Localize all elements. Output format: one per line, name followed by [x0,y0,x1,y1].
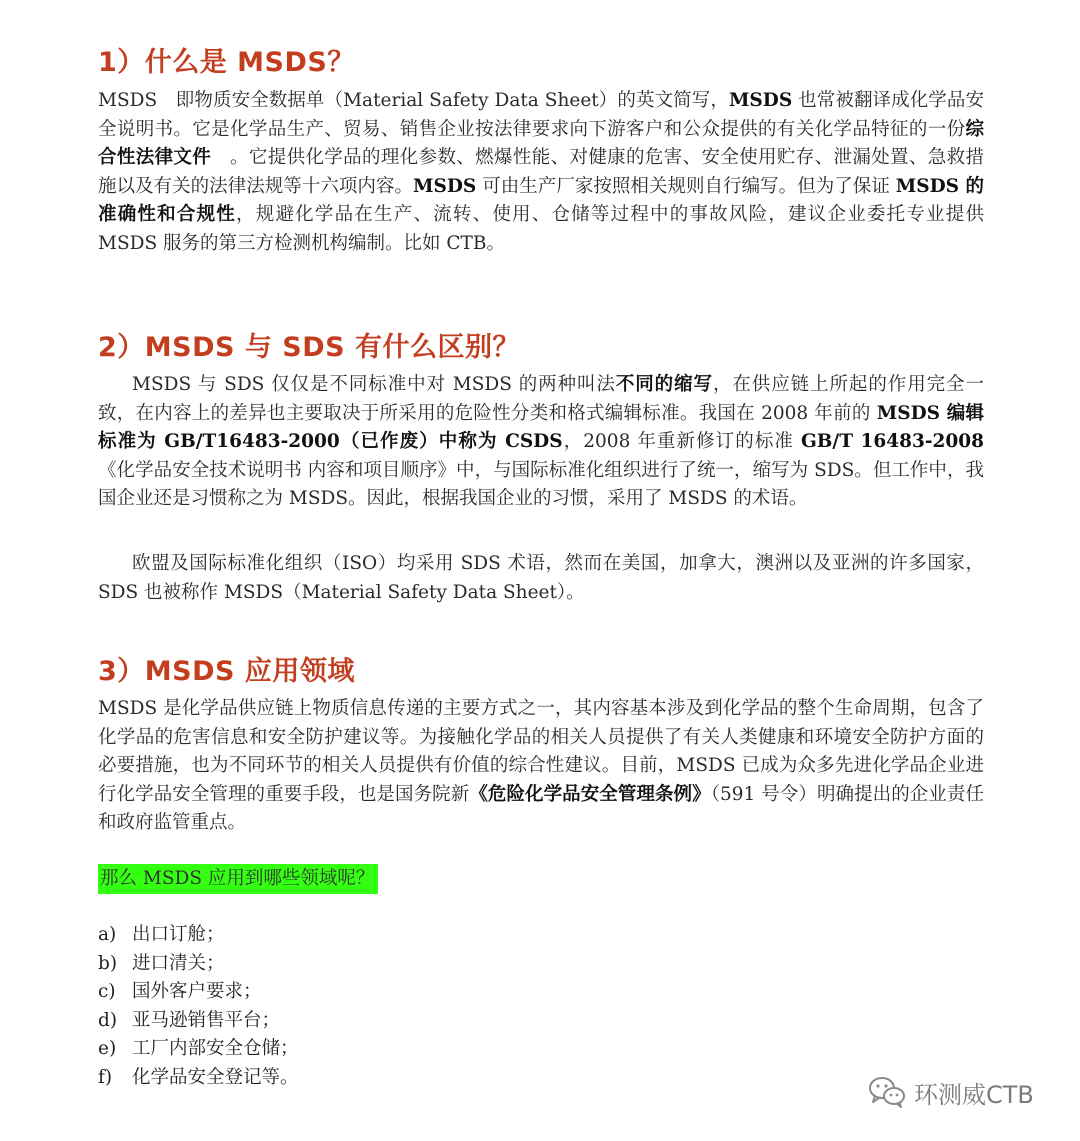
application-list [98,921,299,1092]
text-run: ，2008 年重新修订的标准 [562,431,801,452]
bold-text-run: MSDS [728,90,793,111]
text-run: 欧盟及国际标准化组织（ISO）均采用 SDS 术语，然而在美国，加拿大，澳洲以及亚洲的许多国家，SDS 也被称作 MSDS（Material Safety Data Sheet）。 [98,553,984,603]
list-text: 工厂内部安全仓储； [132,1038,299,1059]
wechat-icon [868,1076,906,1108]
list-text: 进口清关； [132,952,225,974]
list-text: 亚马逊销售平台； [132,1009,281,1031]
section-2-paragraph-1 [98,371,984,514]
text-run: MSDS 即物质安全数据单（Material Safety Data Sheet）的英文简写， [98,90,729,111]
bold-text-run: MSDS [413,175,477,197]
list-text: 出口订舱； [132,924,225,945]
list-marker: f) [98,1066,113,1088]
section-3-paragraph [98,695,984,838]
list-text: 化学品安全登记等。 [132,1066,299,1088]
bold-text-run: GB/T 16483-2008 [801,431,985,452]
bold-text-run: 《危险化学品安全管理条例》 [469,783,711,805]
list-item [98,978,299,1007]
list-item [98,1064,299,1093]
bold-text-run: MSDS 编辑标准为 GB/T16483-2000（已作废）中称为 CSDS [98,402,985,452]
text-run: 。它提供化学品的理化参数、燃爆性能、对健康的危害、安全使用贮存、泄漏处置、急救措施以及有关的法律法规等十六项内容。 [98,147,984,197]
text-run: MSDS 与 SDS 仅仅是不同标准中对 MSDS 的两种叫法 [132,374,616,395]
list-marker: e) [98,1038,117,1059]
text-run: （591 号令）明确提出的企业责任和政府监管重点。 [98,783,984,833]
watermark [868,1074,1034,1110]
section-2-heading: 2）MSDS 与 SDS 有什么区别？ [98,332,520,363]
bold-text-run: 综合性法律文件 [98,118,984,168]
bold-text-run: 不同的缩写 [615,374,713,395]
highlighted-question: 那么 MSDS 应用到哪些领域呢？ [98,864,378,894]
list-item [98,1007,299,1036]
text-run: 可由生产厂家按照相关规则自行编写。但为了保证 [476,175,896,197]
list-item [98,950,299,979]
text-run: 也常被翻译成化学品安全说明书。它是化学品生产、贸易、销售企业按法律要求向下游客户和公众提供的有关化学品特征的一份 [98,90,984,140]
text-run: 《化学品安全技术说明书 内容和项目顺序》中，与国际标准化组织进行了统一，缩写为 SDS。但工作中，我国企业还是习惯称之为 MSDS。因此，根据我国企业的习惯，采用了 MSDS 的术语。 [98,459,984,509]
watermark-text: 环测威CTB [914,1080,1034,1109]
list-item [98,1035,299,1064]
section-1-paragraph [98,87,984,258]
text-run: ，规避化学品在生产、流转、使用、仓储等过程中的事故风险，建议企业委托专业提供 MSDS 服务的第三方检测机构编制。比如 CTB。 [98,204,984,254]
section-3-heading: 3）MSDS 应用领域 [98,656,355,687]
list-item [98,921,299,950]
section-1-heading: 1）什么是 MSDS？ [98,47,355,78]
list-marker: d) [98,1009,118,1031]
bold-text-run: MSDS 的准确性和合规性 [98,175,984,225]
list-marker: c) [98,981,116,1002]
list-marker: b) [98,952,118,974]
list-text: 国外客户要求； [132,981,262,1002]
list-marker: a) [98,924,117,945]
text-run: MSDS 是化学品供应链上物质信息传递的主要方式之一，其内容基本涉及到化学品的整个生命周期，包含了化学品的危害信息和安全防护建议等。为接触化学品的相关人员提供了有关人类健康和环境安全防护方面的必要措施，也为不同环节的相关人员提供有价值的综合性建议。目前，MSDS 已成为众多先进化学品企业进行化学品安全管理的重要手段，也是国务院新 [98,698,984,805]
section-2-paragraph-2 [98,550,984,607]
text-run: ，在供应链上所起的作用完全一致，在内容上的差异也主要取决于所采用的危险性分类和格式编辑标准。我国在 2008 年前的 [98,374,984,424]
